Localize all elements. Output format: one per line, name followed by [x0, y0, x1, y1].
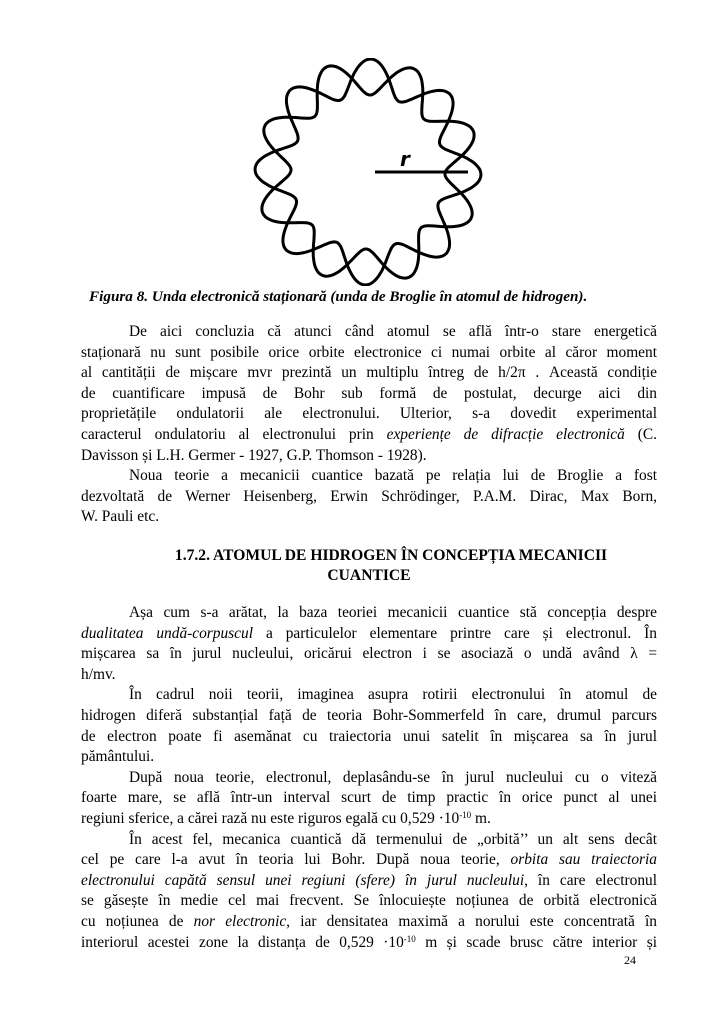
de-broglie-wave-diagram — [232, 58, 502, 286]
text-run: m și scade brusc către interior și — [425, 933, 657, 951]
italic-term: orbita sau traiectoria — [510, 851, 657, 869]
paragraph-3 — [81, 603, 657, 953]
text-line: foarte mare, se află într-un interval scurt de timp practic în orice punct al unei — [81, 789, 657, 807]
paragraph-1 — [81, 322, 657, 528]
text-line: După noua teorie, electronul, deplasându-se în jurul nucleului cu o viteză — [129, 768, 657, 786]
text-run: a particulelor elementare printre care și electronul. În — [265, 624, 658, 642]
heading-line: CUANTICE — [327, 567, 411, 584]
figure-caption: Figura 8. Unda electronică staționară (unda de Broglie în atomul de hidrogen). — [89, 288, 588, 305]
text-line: se găsește în medie cel mai frecvent. Se înlocuiește noțiunea de orbită electronică — [81, 892, 657, 910]
text-line: Noua teorie a mecanicii cuantice bazată pe relația lui de Broglie a fost — [129, 467, 657, 485]
text-line: pământului. — [81, 748, 155, 766]
heading-line: 1.7.2. ATOMUL DE HIDROGEN ÎN CONCEPȚIA MECANICII — [174, 547, 608, 564]
text-line: staționară nu sunt posibile orice orbite electronice ci numai orbite al căror moment — [81, 343, 657, 361]
text-line: hidrogen diferă substanțial față de teoria Bohr-Sommerfeld în care, drumul parcurs — [81, 706, 657, 724]
text-line: Așa cum s-a arătat, la baza teoriei mecanicii cuantice stă concepția despre — [129, 604, 657, 621]
page-number: 24 — [624, 953, 636, 967]
text-line — [81, 850, 657, 871]
text-run: caracterul ondulatoriu al electronului prin — [81, 425, 374, 443]
text-line: de cuantificare impusă de Bohr sub formă de postulat, decurge aici din — [81, 384, 657, 402]
text-run: interiorul acestei zone la distanța de 0,529 ·10 — [81, 933, 404, 951]
text-line: proprietățile ondulatorii ale electronului. Ulterior, s-a dovedit experimental — [81, 405, 657, 423]
text-run: (C. — [637, 425, 657, 443]
text-line: Davisson și L.H. Germer - 1927, G.P. Thomson - 1928). — [81, 446, 427, 464]
text-line: În cadrul noii teorii, imaginea asupra rotirii electronului în atomul de — [129, 686, 657, 704]
text-run: cel pe care l-a avut în teoria lui Bohr. După noua teorie, — [81, 851, 500, 869]
exponent: -10 — [459, 809, 472, 820]
text-line: al cantității de mișcare mvr prezintă un multiplu întreg de h/2π . Această condiție — [81, 364, 657, 382]
text-line — [81, 425, 657, 446]
text-line: W. Pauli etc. — [81, 508, 160, 526]
text-line — [81, 624, 657, 645]
text-line: dezvoltată de Werner Heisenberg, Erwin Schrödinger, P.A.M. Dirac, Max Born, — [81, 487, 657, 505]
text-line: mișcarea sa în jurul nucleului, oricărui electron i se asociază o undă având λ = — [81, 645, 657, 663]
text-line: De aici concluzia că atunci când atomul se află într-o stare energetică — [129, 323, 657, 340]
exponent: -10 — [403, 933, 416, 944]
text-line — [81, 912, 657, 933]
italic-term: electronului capătă sensul unei regiuni (sfere) în jurul nucleului — [81, 871, 525, 889]
text-line: În acest fel, mecanica cuantică dă termenului de „orbită’’ un alt sens decât — [129, 830, 657, 848]
text-line — [81, 809, 657, 830]
radius-label: r — [400, 147, 410, 171]
text-run: m. — [475, 809, 491, 827]
italic-term: dualitatea undă-corpuscul — [81, 624, 253, 642]
text-run: regiuni sferice, a cărei rază nu este riguros egală cu 0,529 ·10 — [81, 809, 460, 827]
text-line — [81, 871, 657, 892]
standing-wave-figure — [232, 58, 502, 286]
text-line: de electron poate fi asemănat cu traiectoria unui satelit în mișcarea sa în jurul — [81, 727, 657, 745]
text-run: , iar densitatea maximă a norului este concentrată în — [286, 912, 657, 930]
italic-term: nor electronic — [193, 912, 287, 930]
text-run: cu noțiunea de — [81, 912, 184, 930]
text-line: h/mv. — [81, 665, 116, 683]
text-line — [81, 933, 657, 954]
section-heading — [81, 546, 657, 586]
italic-term: experiențe de difracție electronică — [386, 425, 625, 443]
text-run: , în care electronul — [524, 871, 657, 889]
